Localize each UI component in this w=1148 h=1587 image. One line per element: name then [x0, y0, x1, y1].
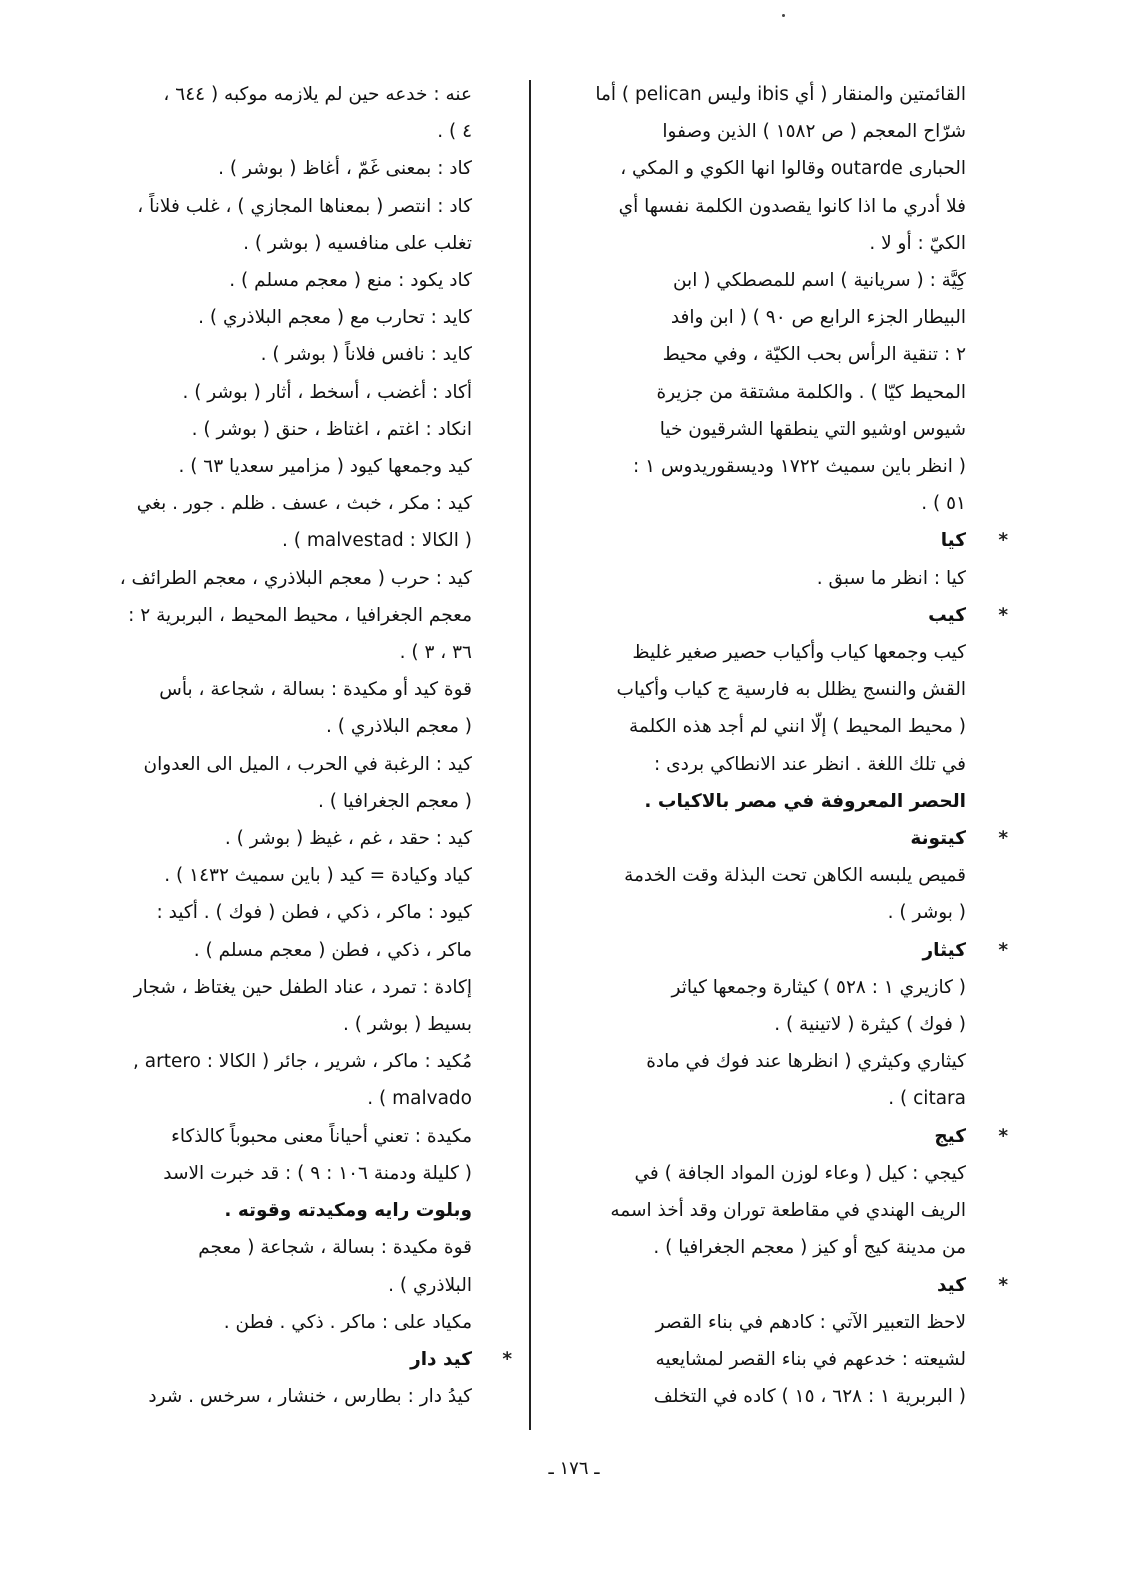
right-text-line — [548, 150, 966, 187]
left-line-text: كيد : حرب ( معجم البلاذري ، معجم الطرائف ، — [119, 567, 472, 589]
left-line-text: معجم الجغرافيا ، محيط المحيط ، البربرية ٢ : — [128, 604, 472, 626]
right-text-line — [548, 113, 966, 150]
asterisk-marker: * — [998, 1125, 1008, 1147]
left-text-line — [60, 225, 472, 262]
right-line-text: citara ) . — [888, 1088, 966, 1110]
left-line-text: ( معجم البلاذري ) . — [326, 716, 472, 738]
left-line-text: قوة مكيدة : بسالة ، شجاعة ( معجم — [198, 1237, 472, 1259]
left-line-text: كيد وجمعها كيود ( مزامير سعديا ٦٣ ) . — [178, 456, 472, 478]
right-line-text: قميص يلبسه الكاهن تحت البذلة وقت الخدمة — [624, 865, 966, 887]
left-line-text: malvado ) . — [367, 1088, 472, 1110]
right-text-line — [548, 969, 966, 1006]
left-line-text: عنه : خدعه حين لم يلازمه موكبه ( ٦٤٤ ، — [163, 84, 472, 105]
right-line-text: ( محيط المحيط ) إلّا انني لم أجد هذه الكلمة — [628, 716, 966, 738]
left-text-line — [60, 1043, 472, 1080]
left-text-line — [60, 671, 472, 708]
right-text-line — [548, 225, 966, 262]
left-line-text: كيدُ دار : بطارس ، خنشار ، سرخس . شرد — [148, 1386, 472, 1408]
left-text-line — [60, 188, 472, 225]
left-text-line — [60, 1229, 472, 1266]
left-line-text: مكياد على : ماكر . ذكي . فطن . — [223, 1311, 472, 1333]
left-text-line — [60, 708, 472, 745]
left-text-line — [60, 262, 472, 299]
right-entry-heading — [548, 597, 1008, 634]
left-text-line — [60, 1080, 472, 1117]
left-text-line — [60, 374, 472, 411]
right-text-line — [548, 857, 966, 894]
left-text-line — [60, 150, 472, 187]
left-line-text: وبلوت رايه ومكيدته وقوته . — [224, 1200, 472, 1222]
left-column — [60, 76, 512, 1415]
right-text-line — [548, 1378, 966, 1415]
right-line-text: كِيَّة : ( سريانية ) اسم للمصطكي ( ابن — [672, 270, 966, 292]
asterisk-marker: * — [998, 604, 1008, 626]
left-line-text: مكيدة : تعني أحياناً معنى محبوباً كالذكاء — [171, 1125, 472, 1147]
page-number: ـ ١٧٦ ـ — [548, 1458, 600, 1479]
right-text-line — [548, 671, 966, 708]
right-line-text: كيج — [934, 1125, 966, 1147]
left-line-text: البلاذري ) . — [388, 1274, 472, 1296]
scan-dot — [782, 14, 785, 17]
right-line-text: ٢ : تنقية الرأس بحب الكيّة ، وفي محيط — [662, 344, 966, 366]
right-line-text: ( فوك ) كيثرة ( لاتينية ) . — [774, 1014, 966, 1036]
left-line-text: كايد : نافس فلاناً ( بوشر ) . — [260, 344, 472, 366]
left-line-text: كاد : بمعنى غَمّ ، أغاظ ( بوشر ) . — [218, 158, 472, 180]
left-line-text: ٣٦ ، ٣ ) . — [399, 642, 472, 664]
left-line-text: كيد : الرغبة في الحرب ، الميل الى العدوان — [143, 753, 472, 775]
right-text-line — [548, 1341, 966, 1378]
left-text-line — [60, 448, 472, 485]
right-entry-heading — [548, 932, 1008, 969]
left-line-text: كاد يكود : منع ( معجم مسلم ) . — [229, 270, 472, 292]
right-line-text: كيتونة — [910, 828, 966, 850]
left-text-line — [60, 485, 472, 522]
left-text-line — [60, 560, 472, 597]
left-line-text: قوة كيد أو مكيدة : بسالة ، شجاعة ، بأس — [159, 679, 472, 701]
left-text-line — [60, 783, 472, 820]
left-text-line — [60, 1118, 472, 1155]
right-line-text: فلا أدري ما اذا كانوا يقصدون الكلمة نفسها أي — [618, 195, 966, 217]
right-text-line — [548, 1229, 966, 1266]
left-line-text: ماكر ، ذكي ، فطن ( معجم مسلم ) . — [193, 939, 472, 961]
right-line-text: شرّاح المعجم ( ص ١٥٨٢ ) الذين وصفوا — [662, 121, 966, 143]
right-text-line — [548, 262, 966, 299]
left-text-line — [60, 336, 472, 373]
left-text-line — [60, 299, 472, 336]
left-line-text: كيود : ماكر ، ذكي ، فطن ( فوك ) . أكيد : — [156, 902, 472, 924]
right-entry-heading — [548, 1118, 1008, 1155]
right-line-text: كيثاري وكيثري ( انظرها عند فوك في مادة — [646, 1051, 966, 1073]
right-line-text: كيب — [928, 604, 966, 626]
left-text-line — [60, 522, 472, 559]
right-line-text: ( كازيري ١ : ٥٢٨ ) كيثارة وجمعها كياثر — [671, 976, 966, 998]
left-entry-heading — [60, 1341, 512, 1378]
left-line-text: انكاد : اغتم ، اغتاظ ، حنق ( بوشر ) . — [191, 418, 472, 440]
left-line-text: كيد دار — [410, 1348, 472, 1370]
left-line-text: إكادة : تمرد ، عناد الطفل حين يغتاظ ، شجار — [133, 976, 472, 998]
right-text-line — [548, 485, 966, 522]
left-text-line — [60, 1267, 472, 1304]
right-text-line — [548, 708, 966, 745]
right-text-line — [548, 1006, 966, 1043]
right-line-text: الكيّ : أو لا . — [869, 232, 966, 254]
asterisk-marker: * — [998, 530, 1008, 552]
left-text-line — [60, 857, 472, 894]
right-line-text: من مدينة كيج أو كيز ( معجم الجغرافيا ) . — [653, 1237, 966, 1259]
right-line-text: ( البربرية ١ : ٦٢٨ ، ١٥ ) كاده في التخلف — [653, 1386, 966, 1408]
right-line-text: كيثار — [922, 939, 966, 961]
left-text-line — [60, 1155, 472, 1192]
left-line-text: كياد وكيادة = كيد ( باين سميث ١٤٣٢ ) . — [164, 865, 472, 887]
right-text-line — [548, 746, 966, 783]
right-line-text: القش والنسج يظلل به فارسية ج كياب وأكياب — [616, 679, 966, 701]
left-text-line — [60, 894, 472, 931]
left-line-text: كايد : تحارب مع ( معجم البلاذري ) . — [198, 307, 472, 329]
left-line-text: بسيط ( بوشر ) . — [342, 1014, 472, 1036]
right-text-line — [548, 299, 966, 336]
left-line-text: ٤ ) . — [437, 121, 472, 143]
left-text-line — [60, 597, 472, 634]
left-line-text: كيد : مكر ، خبث ، عسف . ظلم . جور . بغي — [136, 493, 472, 515]
right-line-text: البيطار الجزء الرابع ص ٩٠ ) ( ابن وافد — [670, 307, 966, 329]
asterisk-marker: * — [998, 828, 1008, 850]
right-text-line — [548, 448, 966, 485]
right-line-text: كيب وجمعها كياب وأكياب حصير صغير غليظ — [632, 642, 966, 664]
left-text-line — [60, 1192, 472, 1229]
left-text-line — [60, 932, 472, 969]
right-text-line — [548, 783, 966, 820]
left-text-line — [60, 113, 472, 150]
asterisk-marker: * — [502, 1348, 512, 1370]
left-text-line — [60, 411, 472, 448]
left-line-text: ( الكالا : malvestad ) . — [282, 530, 472, 552]
right-text-line — [548, 1304, 966, 1341]
right-entry-heading — [548, 1267, 1008, 1304]
right-text-line — [548, 188, 966, 225]
right-line-text: لشيعته : خدعهم في بناء القصر لمشايعيه — [655, 1348, 966, 1370]
right-text-line — [548, 894, 966, 931]
right-text-line — [548, 336, 966, 373]
right-line-text: الريف الهندي في مقاطعة توران وقد أخذ اسمه — [610, 1200, 966, 1222]
right-text-line — [548, 76, 966, 113]
right-column — [548, 76, 1008, 1415]
left-line-text: مُكيد : ماكر ، شرير ، جائر ( الكالا : artero , — [133, 1051, 472, 1073]
left-text-line — [60, 820, 472, 857]
column-divider — [529, 80, 531, 1430]
right-text-line — [548, 1155, 966, 1192]
left-line-text: كيد : حقد ، غم ، غيظ ( بوشر ) . — [224, 828, 472, 850]
right-text-line — [548, 1080, 966, 1117]
right-line-text: لاحظ التعبير الآتي : كادهم في بناء القصر — [655, 1311, 966, 1333]
right-line-text: كيا — [940, 530, 966, 552]
right-line-text: المحيط كيّا ) . والكلمة مشتقة من جزيرة — [656, 381, 966, 403]
right-line-text: ٥١ ) . — [921, 493, 966, 515]
right-text-line — [548, 560, 966, 597]
right-line-text: في تلك اللغة . انظر عند الانطاكي بردى : — [654, 753, 966, 775]
right-line-text: الحصر المعروفة في مصر بالاكياب . — [644, 790, 966, 812]
left-text-line — [60, 76, 472, 113]
right-text-line — [548, 634, 966, 671]
right-line-text: الحبارى outarde وقالوا انها الكوي و المكي ، — [620, 158, 966, 180]
right-line-text: شيوس اوشيو التي ينطقها الشرقيون خيا — [659, 418, 966, 440]
right-text-line — [548, 411, 966, 448]
right-text-line — [548, 1192, 966, 1229]
right-line-text: ( انظر باين سميث ١٧٢٢ وديسقوريدوس ١ : — [633, 456, 966, 478]
right-entry-heading — [548, 522, 1008, 559]
right-entry-heading — [548, 820, 1008, 857]
left-line-text: أكاد : أغضب ، أسخط ، أثار ( بوشر ) . — [182, 381, 472, 403]
left-text-line — [60, 969, 472, 1006]
right-line-text: كيجي : كيل ( وعاء لوزن المواد الجافة ) في — [634, 1162, 966, 1184]
left-text-line — [60, 1304, 472, 1341]
right-text-line — [548, 374, 966, 411]
right-line-text: القائمتين والمنقار ( أي ibis وليس pelican ) أما — [595, 84, 966, 105]
left-text-line — [60, 1378, 472, 1415]
left-line-text: تغلب على منافسيه ( بوشر ) . — [243, 232, 472, 254]
left-line-text: ( معجم الجغرافيا ) . — [318, 790, 472, 812]
left-text-line — [60, 634, 472, 671]
right-line-text: ( بوشر ) . — [887, 902, 966, 924]
left-text-line — [60, 746, 472, 783]
right-line-text: كيد — [937, 1274, 966, 1296]
asterisk-marker: * — [998, 939, 1008, 961]
asterisk-marker: * — [998, 1274, 1008, 1296]
left-text-line — [60, 1006, 472, 1043]
left-line-text: كاد : انتصر ( بمعناها المجازي ) ، غلب فلاناً ، — [137, 195, 472, 217]
right-text-line — [548, 1043, 966, 1080]
right-line-text: كيا : انظر ما سبق . — [816, 567, 966, 589]
left-line-text: ( كليلة ودمنة ١٠٦ : ٩ ) : قد خبرت الاسد — [163, 1162, 472, 1184]
